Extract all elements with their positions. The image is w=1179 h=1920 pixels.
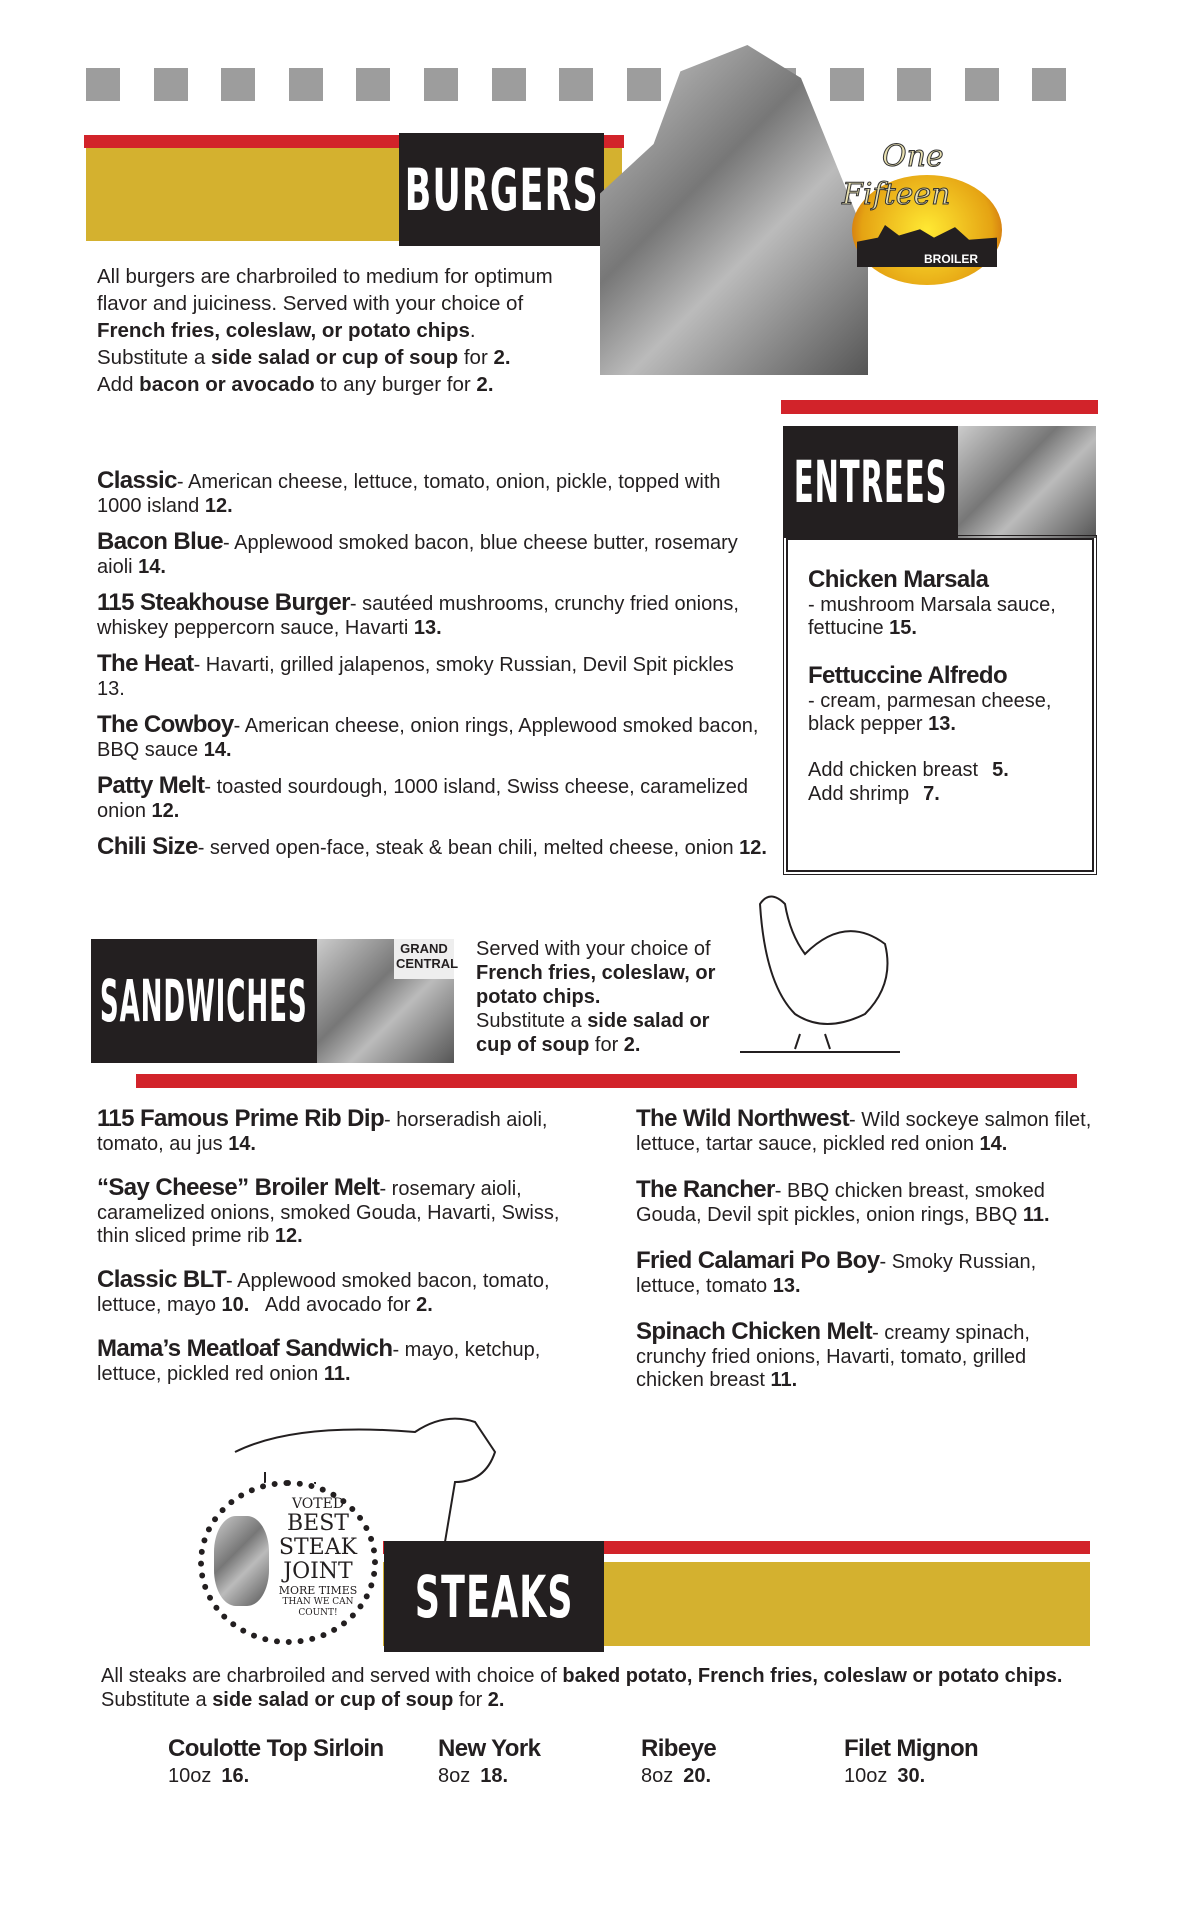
text: Add avocado for [249,1294,417,1316]
steak-item [168,1735,384,1789]
section-title: STEAKS [414,1562,574,1631]
item-price: 15. [889,617,917,639]
item-name: The Wild Northwest [636,1105,849,1132]
item-name: Bacon Blue [97,528,224,555]
text: Served with your choice of [476,938,711,960]
item-price: 14. [203,739,232,761]
photo-sign: GRAND CENTRAL [394,939,454,979]
text: 2. [493,346,511,369]
text: . [469,319,476,342]
logo-subtitle: BROILER [924,252,978,266]
item-name: Fried Calamari Po Boy [636,1247,880,1274]
checker-square [627,68,661,101]
menu-item [636,1176,1096,1227]
logo-line-two: Fifteen [842,177,951,212]
item-name: The Cowboy [97,711,234,738]
text: 7. [923,783,940,805]
item-description: - Smoky Russian, lettuce, tomato [636,1251,1037,1297]
item-description: - Havarti, grilled jalapenos, smoky Russian, Devil Spit pickles 13. [97,654,734,700]
menu-item [97,1174,587,1248]
item-name: 115 Famous Prime Rib Dip [97,1105,385,1132]
checker-square [424,68,458,101]
item-size: 10oz [168,1765,212,1787]
text: side salad or cup of soup [212,1689,454,1711]
text: French fries, coleslaw, or potato chips [97,319,470,342]
checker-square [492,68,526,101]
entrees-header [783,426,958,538]
text: VOTED [291,1496,345,1512]
entrees-box [786,538,1094,872]
section-title: SANDWICHES [100,967,308,1035]
text: Substitute a [476,1010,588,1032]
item-description: - Applewood smoked bacon, blue cheese butter, rosemary aioli [97,532,738,578]
item-name: Classic [97,467,177,494]
item-name: Ribeye [641,1735,717,1762]
item-price: 11. [770,1369,798,1391]
item-name: Spinach Chicken Melt [636,1318,873,1345]
item-price: 11. [323,1363,351,1385]
item-description: - horseradish aioli, tomato, au jus [97,1109,548,1155]
item-price: 14. [138,556,166,578]
best-steak-badge [198,1480,378,1645]
item-size: 8oz [641,1765,674,1787]
checker-square [965,68,999,101]
item-description: - served open-face, steak & bean chili, melted cheese, onion [197,837,740,859]
checker-square [1032,68,1066,101]
item-size: 10oz [844,1765,888,1787]
text: Substitute a [97,346,211,369]
chicken-illustration [740,884,905,1056]
checker-square [830,68,864,101]
item-name: 115 Steakhouse Burger [97,589,350,616]
sandwich-list-right [636,1105,1096,1392]
burgers-header [399,133,604,246]
text: All burgers are charbroiled to medium for optimum [97,265,553,288]
item-price: 12. [204,495,233,517]
steaks-intro [101,1664,1101,1712]
checker-square [897,68,931,101]
item-description: - mayo, ketchup, lettuce, pickled red onion [97,1339,541,1385]
item-price: 13. [772,1275,801,1297]
intro-line [97,371,597,398]
item-name: New York [438,1735,541,1762]
item-description: - creamy spinach, crunchy fried onions, Havarti, tomato, grilled chicken breast [636,1322,1030,1391]
item-name: Classic BLT [97,1266,226,1293]
text: Add [97,373,140,396]
item-price: 14. [228,1133,256,1155]
item-price: 13. [928,713,956,735]
item-price: 12. [739,837,767,859]
city-buildings-photo [958,426,1096,538]
text: Substitute a [101,1689,213,1711]
menu-item [97,650,767,701]
text: MORE TIMES [278,1584,358,1597]
item-name: Coulotte Top Sirloin [168,1735,384,1762]
steaks-header [384,1541,604,1652]
text: for [458,346,494,369]
item-description: - rosemary aioli, caramelized onions, smoked Gouda, Havarti, Swiss, thin sliced prime rib [97,1178,560,1247]
item-price: 20. [683,1765,712,1787]
man-portrait [214,1516,269,1606]
section-title: ENTREES [793,448,948,516]
item-description: - Applewood smoked bacon, tomato, lettuce, mayo [97,1270,550,1316]
checker-square [356,68,390,101]
item-name: Fettuccine Alfredo [808,662,1008,689]
menu-item [97,772,767,823]
menu-item [97,1266,587,1317]
text: side salad or cup of soup [210,346,459,369]
item-name: “Say Cheese” Broiler Melt [97,1174,380,1201]
checker-square [559,68,593,101]
item-price: 11. [1022,1204,1050,1226]
item-price: 16. [221,1765,250,1787]
burgers-intro [97,263,597,398]
menu-item [636,1105,1096,1156]
intro-line [97,263,597,290]
menu-item [97,589,767,640]
add-on [808,782,1092,806]
text: flavor and juiciness. Served with your choice of [97,292,524,315]
menu-item [97,1105,587,1156]
text: Add shrimp [808,783,910,805]
text: All steaks are charbroiled and served with choice of [101,1665,563,1687]
sandwiches-header [91,939,317,1063]
item-price: 12. [274,1225,303,1247]
intro-line [97,344,597,371]
item-price: 30. [897,1765,926,1787]
menu-item [636,1318,1096,1392]
text: bacon or avocado [139,373,315,396]
text: 2. [487,1689,505,1711]
text: THAN WE CAN [282,1597,354,1607]
one-fifteen-broiler-logo [812,140,1037,290]
burger-list [97,467,767,861]
steak-item [438,1735,540,1789]
checker-square [289,68,323,101]
menu-item [808,566,1078,640]
item-price: 13. [413,617,442,639]
text: BEST [287,1511,349,1536]
menu-item [808,662,1078,736]
red-rule [136,1074,1077,1088]
item-description: - American cheese, onion rings, Applewood smoked bacon, BBQ sauce [97,715,759,761]
steak-item [641,1735,716,1789]
red-rule [781,400,1098,414]
sandwich-list-left [97,1105,587,1386]
item-name: Filet Mignon [844,1735,979,1762]
item-name: Mama’s Meatloaf Sandwich [97,1335,393,1362]
add-on [808,758,1092,782]
text: French fries, coleslaw, or potato chips. [476,962,716,1008]
text: JOINT [283,1559,353,1584]
text: side salad or cup of soup [476,1010,710,1056]
text: baked potato, French fries, coleslaw or potato chips. [562,1665,1063,1687]
item-price: 12. [151,800,180,822]
text: for [453,1689,488,1711]
item-description: - American cheese, lettuce, tomato, onion, pickle, topped with 1000 island [97,471,721,517]
text: for [589,1034,624,1056]
section-title: BURGERS [404,155,599,224]
menu-item [97,833,767,861]
text: 5. [992,759,1009,781]
menu-item [97,528,767,579]
item-name: The Rancher [636,1176,775,1203]
text: COUNT! [298,1608,338,1618]
item-description: - BBQ chicken breast, smoked Gouda, Devil spit pickles, onion rings, BBQ [636,1180,1045,1226]
item-description: - Wild sockeye salmon filet, lettuce, tartar sauce, pickled red onion [636,1109,1092,1155]
sandwiches-intro [476,937,736,1057]
item-description: - mushroom Marsala sauce, fettucine [808,594,1056,639]
checker-square [154,68,188,101]
menu-item [636,1247,1096,1298]
text: Add chicken breast [808,759,979,781]
menu-item [97,1335,587,1386]
logo-line-one: One [882,139,944,174]
item-price: 10. [221,1294,250,1316]
grand-central-photo [317,939,459,1063]
intro-line [97,317,597,344]
item-name: Chili Size [97,833,198,860]
text: 2. [476,373,494,396]
item-name: Chicken Marsala [808,566,989,593]
item-name: The Heat [97,650,194,677]
steak-item [844,1735,978,1789]
text: STEAK [278,1535,358,1560]
menu-item [97,711,767,762]
checker-square [86,68,120,101]
text: to any burger for [314,373,477,396]
text: 2. [623,1034,641,1056]
item-description: - sautéed mushrooms, crunchy fried onions, whiskey peppercorn sauce, Havarti [97,593,739,639]
item-description: - cream, parmesan cheese, black pepper [808,690,1052,735]
item-description: - toasted sourdough, 1000 island, Swiss cheese, caramelized onion [97,776,749,822]
checker-square [221,68,255,101]
item-size: 8oz [438,1765,471,1787]
item-price: 18. [480,1765,509,1787]
item-name: Patty Melt [97,772,205,799]
item-price: 14. [979,1133,1008,1155]
text: 2. [416,1294,433,1316]
intro-line [97,290,597,317]
menu-item [97,467,767,518]
